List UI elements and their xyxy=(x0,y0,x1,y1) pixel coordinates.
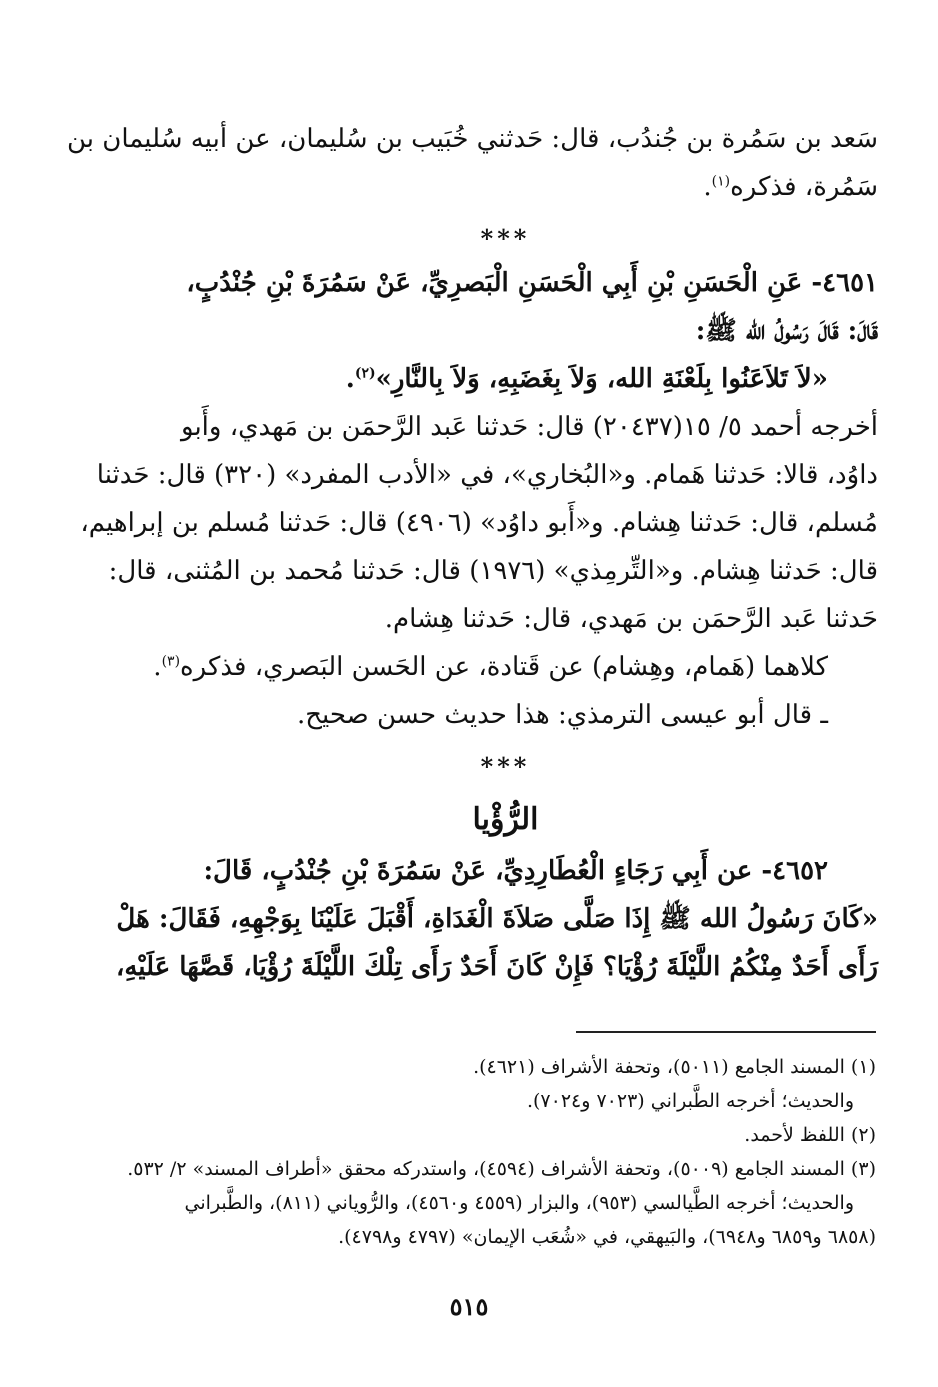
text-line: أخرجه أحمد ٥/ ١٥(٢٠٤٣٧) قال: حَدثنا عَبد الرَّحمَن بن مَهدي، وأَبو xyxy=(181,412,878,442)
text-line: قَالَ: قَالَ رَسُولُ الله ﷺ: xyxy=(695,316,878,346)
footnote-1-line: والحديث؛ أخرجه الطَّبراني (٧٠٢٣ و٧٠٢٤). xyxy=(526,1090,854,1112)
footnote-divider xyxy=(576,1031,876,1033)
hadith-4651-both xyxy=(133,643,878,691)
footnote-3-line: (٣) المسند الجامع (٥٠٠٩)، وتحفة الأشراف (٤٥٩٤)، واستدركه محقق «أطراف المسند» ٢/ ٥٣٢. xyxy=(127,1158,876,1180)
hadith-4651-quote xyxy=(133,355,878,403)
footnote-ref: (٣) xyxy=(161,653,181,670)
footnote-3-line: والحديث؛ أخرجه الطَّيالسي (٩٥٣)، والبزار (٤٥٥٩ و٤٥٦٠)، والرُّوياني (٨١١)، والطَّبراني xyxy=(184,1192,854,1214)
text-line: مُسلم، قال: حَدثنا هِشام. و«أَبو داوُد» (٤٩٠٦) قال: حَدثنا مُسلم بن إبراهيم، xyxy=(80,508,878,538)
text-line: ٤٦٥١- عَنِ الْحَسَنِ بْنِ أَبِي الْحَسَنِ الْبَصرِيِّ، عَنْ سَمُرَةَ بْنِ جُنْدُبٍ، xyxy=(186,268,878,298)
section-title: الرُّؤْيا xyxy=(472,802,539,837)
text-line: سَعد بن سَمُرة بن جُندُب، قال: حَدثني خُبَيب بن سُليمان، عن أبيه سُليمان بن xyxy=(66,124,878,154)
separator-stars: *** xyxy=(480,752,531,781)
text-line: «كَانَ رَسُولُ الله ﷺ إِذَا صَلَّى صَلاَةَ الْغَدَاةِ، أَقْبَلَ عَلَيْنَا بِوَجْهِهِ، فَقَالَ: هَلْ xyxy=(116,904,878,934)
text-line: رَأَى أَحَدٌ مِنْكُمُ اللَّيْلَةَ رُؤْيَا؟ فَإِنْ كَانَ أَحَدٌ رَأَى تِلْكَ اللَّيْلَةَ رُؤْيَا، قَصَّهَا عَلَيْهِ، xyxy=(115,952,878,982)
main-text xyxy=(66,115,878,991)
hadith-4652 xyxy=(115,847,878,991)
hadith-4651-takhrij xyxy=(80,403,878,643)
previous-hadith-continuation xyxy=(66,115,878,211)
quote-text: «لاَ تَلاَعَنُوا بِلَعْنَةِ الله، وَلاَ بِغَضَبِهِ، وَلاَ بِالنَّارِ» xyxy=(375,364,828,394)
text-line: كلاهما (هَمام، وهِشام) عن قَتادة، عن الحَسن البَصري، فذكره$^{(٣)}$. xyxy=(153,652,828,682)
hadith-4651-intro xyxy=(133,259,878,355)
separator-stars: *** xyxy=(480,224,531,253)
footnote-ref: (١) xyxy=(711,173,731,190)
footnote-2-line: (٢) اللفظ لأحمد. xyxy=(744,1124,876,1146)
text-fragment: كلاهما (هَمام، وهِشام) عن قَتادة، عن الحَسن البَصري، فذكره xyxy=(180,652,828,682)
footnote-ref: (٢) xyxy=(354,365,376,382)
text-line: حَدثنا عَبد الرَّحمَن بن مَهدي، قال: حَدثنا هِشام. xyxy=(384,604,878,634)
text-line: داوُد، قالا: حَدثنا هَمام. و«البُخاري»، في «الأدب المفرد» (٣٢٠) قال: حَدثنا xyxy=(96,460,878,490)
text-fragment: سَمُرة، فذكره xyxy=(730,172,878,202)
text-line: ٤٦٥٢- عن أَبِي رَجَاءٍ الْعُطَارِدِيِّ، عَنْ سَمُرَةَ بْنِ جُنْدُبٍ، قَالَ: xyxy=(203,856,828,886)
footnotes xyxy=(127,1050,876,1254)
footnote-1-line: (١) المسند الجامع (٥٠١١)، وتحفة الأشراف (٤٦٢١). xyxy=(473,1056,876,1078)
text-line: ـ قال أبو عيسى الترمذي: هذا حديث حسن صحيح. xyxy=(297,700,828,730)
footnote-3-line: (٦٨٥٨ و٦٨٥٩ و٦٩٤٨)، والبَيهقي، في «شُعَب الإيمان» (٤٧٩٧ و٤٧٩٨). xyxy=(338,1226,876,1248)
text-line: «لاَ تَلاَعَنُوا بِلَعْنَةِ الله، وَلاَ بِغَضَبِهِ، وَلاَ بِالنَّارِ»$^{(٢)}$. xyxy=(345,364,828,394)
page-number: ٥١٥ xyxy=(449,1292,489,1321)
text-line: قال: حَدثنا هِشام. و«التِّرمِذي» (١٩٧٦) قال: حَدثنا مُحمد بن المُثنى، قال: xyxy=(108,556,878,586)
hadith-4651-tirmidhi xyxy=(133,691,878,739)
text-line: سَمُرة، فذكره$^{(١)}$. xyxy=(703,172,878,202)
